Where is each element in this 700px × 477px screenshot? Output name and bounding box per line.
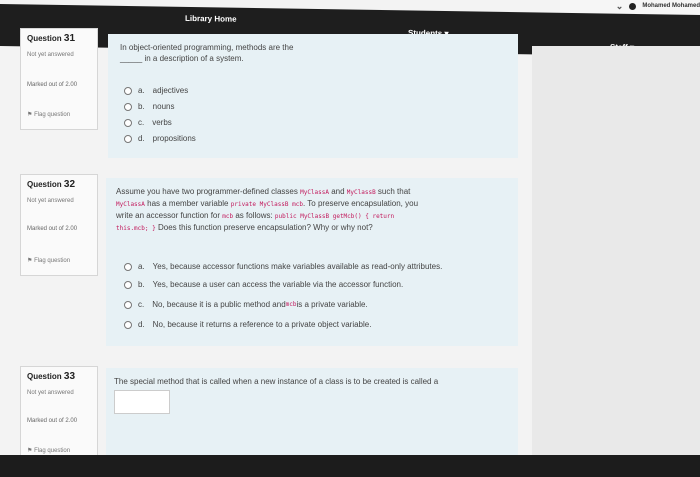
question-status: Not yet answered xyxy=(27,198,74,204)
question-info-32 xyxy=(20,174,98,276)
radio-button[interactable] xyxy=(124,87,132,95)
flag-question-button[interactable]: ⚑ Flag question xyxy=(27,448,71,454)
question-number: Question 31 xyxy=(27,33,76,44)
option-d[interactable]: d. propositions xyxy=(124,134,196,143)
option-a[interactable]: a. Yes, because accessor functions make variables available as read-only attributes. xyxy=(124,262,442,271)
flag-icon: ⚑ xyxy=(27,112,33,118)
question-number: Question 32 xyxy=(27,179,76,190)
flag-icon: ⚑ xyxy=(27,258,33,264)
user-menu[interactable] xyxy=(616,0,700,12)
radio-button[interactable] xyxy=(124,321,132,329)
user-name[interactable]: Mohamed Mohamed xyxy=(642,3,700,9)
question-content-32 xyxy=(106,178,518,346)
question-status: Not yet answered xyxy=(27,390,74,396)
chevron-down-icon[interactable]: ⌄ xyxy=(615,0,624,11)
answer-input[interactable] xyxy=(114,390,170,414)
radio-button[interactable] xyxy=(124,281,132,289)
radio-button[interactable] xyxy=(124,135,132,143)
radio-button[interactable] xyxy=(124,119,132,127)
radio-button[interactable] xyxy=(124,263,132,271)
library-home-link[interactable]: Library Home xyxy=(185,13,237,24)
right-panel xyxy=(532,46,700,477)
bottom-strip xyxy=(0,455,700,477)
question-status: Not yet answered xyxy=(27,52,74,58)
question-marks: Marked out of 2.00 xyxy=(27,226,78,232)
option-b[interactable]: b. nouns xyxy=(124,102,174,111)
question-marks: Marked out of 2.00 xyxy=(27,82,78,88)
question-text: In object-oriented programming, methods are the _____ in a description of a system. xyxy=(120,43,294,63)
flag-icon: ⚑ xyxy=(27,448,33,454)
radio-button[interactable] xyxy=(124,103,132,111)
question-info-33 xyxy=(20,366,98,458)
radio-button[interactable] xyxy=(124,301,132,309)
option-a[interactable]: a. adjectives xyxy=(124,86,188,95)
question-content-31 xyxy=(108,34,518,158)
option-d[interactable]: d. No, because it returns a reference to a private object variable. xyxy=(124,320,371,329)
question-marks: Marked out of 2.00 xyxy=(27,418,78,424)
flag-question-button[interactable]: ⚑ Flag question xyxy=(27,112,71,118)
flag-question-button[interactable]: ⚑ Flag question xyxy=(27,258,71,264)
option-b[interactable]: b. Yes, because a user can access the variable via the accessor function. xyxy=(124,280,403,289)
question-text: The special method that is called when a new instance of a class is to be created is called a xyxy=(114,377,439,386)
option-c[interactable]: c. verbs xyxy=(124,118,172,127)
avatar[interactable] xyxy=(629,3,636,10)
question-text: Assume you have two programmer-defined classes MyClassA and MyClassB such that MyClassA has a member variable private MyClassB mcb. To preserve encapsulation, you write an accessor function for mcb as follows: public MyClassB getMcb() { return this.mcb; } Does this function preserve encapsulation? Why or why not? xyxy=(116,187,419,232)
question-info-31 xyxy=(20,28,98,130)
option-c[interactable]: c. No, because it is a public method and mcb is a private variable. xyxy=(124,300,368,309)
question-number: Question 33 xyxy=(27,371,76,382)
